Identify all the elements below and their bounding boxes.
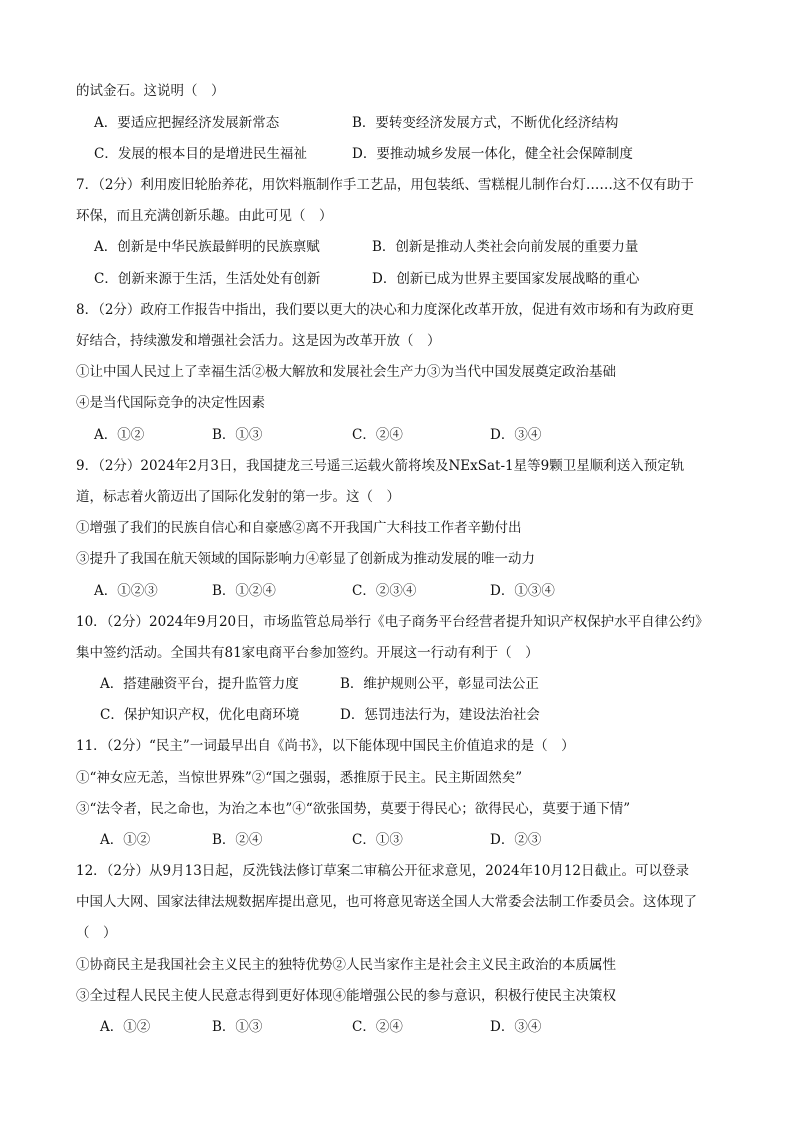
q6-option-c[interactable]: C．发展的根本目的是增进民生福祉	[94, 146, 307, 162]
q7-option-b[interactable]: B．创新是推动人类社会向前发展的重要力量	[372, 239, 639, 255]
q8-option-c[interactable]: C．②④	[352, 427, 403, 443]
q8-option-b[interactable]: B．①③	[212, 427, 263, 443]
q8-stem-line2: 好结合，持续激发和增强社会活力。这是因为改革开放（ ）	[76, 333, 441, 349]
q12-option-b[interactable]: B．①③	[212, 1019, 263, 1035]
q10-option-a[interactable]: A．搭建融资平台，提升监管力度	[100, 676, 299, 692]
q6-option-a[interactable]: A．要适应把握经济发展新常态	[94, 115, 280, 131]
q8-option-a[interactable]: A．①②	[94, 427, 145, 443]
q10-option-d[interactable]: D．惩罚违法行为，建设法治社会	[340, 707, 540, 723]
q10-stem-line2: 集中签约活动。全国共有81家电商平台参加签约。开展这一行动有利于（ ）	[76, 645, 539, 661]
q12-stem-line1: 12．（2分）从9月13日起，反洗钱法修订草案二审稿公开征求意见，2024年10月12日截止。可以登录	[76, 863, 689, 879]
q12-stem-line3: （ ）	[76, 925, 117, 941]
q8-statements-line2: ④是当代国际竞争的决定性因素	[76, 395, 265, 411]
q10-stem-line1: 10．（2分）2024年9月20日，市场监管总局举行《电子商务平台经营者提升知识产权保护水平自律公约》	[76, 614, 709, 630]
q9-option-c[interactable]: C．②③④	[352, 583, 417, 599]
q8-option-d[interactable]: D．③④	[490, 427, 542, 443]
q9-statements-line1: ①增强了我们的民族自信心和自豪感②离不开我国广大科技工作者辛勤付出	[76, 520, 522, 536]
q9-option-d[interactable]: D．①③④	[490, 583, 555, 599]
q11-option-d[interactable]: D．②③	[490, 832, 542, 848]
q7-option-a[interactable]: A．创新是中华民族最鲜明的民族禀赋	[94, 239, 320, 255]
q12-option-d[interactable]: D．③④	[490, 1019, 542, 1035]
q11-stem-line1: 11．（2分）“民主”一词最早出自《尚书》，以下能体现中国民主价值追求的是（ ）	[76, 738, 575, 754]
q7-option-c[interactable]: C．创新来源于生活，生活处处有创新	[94, 271, 321, 287]
q11-option-a[interactable]: A．①②	[100, 832, 151, 848]
q9-statements-line2: ③提升了我国在航天领域的国际影响力④彰显了创新成为推动发展的唯一动力	[76, 551, 535, 567]
q11-option-b[interactable]: B．②④	[212, 832, 263, 848]
q8-statements-line1: ①让中国人民过上了幸福生活②极大解放和发展社会生产力③为当代中国发展奠定政治基础	[76, 364, 616, 380]
q10-option-b[interactable]: B．维护规则公平，彰显司法公正	[340, 676, 539, 692]
q9-stem-line1: 9．（2分）2024年2月3日，我国捷龙三号遥三运载火箭将埃及NExSat-1星等9颗卫星顺利送入预定轨	[76, 458, 685, 474]
q12-option-c[interactable]: C．②④	[352, 1019, 403, 1035]
q9-option-a[interactable]: A．①②③	[94, 583, 158, 599]
q7-option-d[interactable]: D．创新已成为世界主要国家发展战略的重心	[372, 271, 640, 287]
q7-stem-line2: 环保，而且充满创新乐趣。由此可见（ ）	[76, 208, 333, 224]
q7-stem-line1: 7．（2分）利用废旧轮胎养花，用饮料瓶制作手工艺品，用包装纸、雪糕棍儿制作台灯……这不仅有助于	[76, 177, 694, 193]
q6-stem-tail: 的试金石。这说明（ ）	[76, 83, 225, 99]
q12-option-a[interactable]: A．①②	[100, 1019, 151, 1035]
q11-statements-line2: ③“法令者，民之命也，为治之本也”④“欲张国势，莫要于得民心；欲得民心，莫要于通下情”	[76, 801, 631, 817]
q9-stem-line2: 道，标志着火箭迈出了国际化发射的第一步。这（ ）	[76, 489, 400, 505]
q6-option-d[interactable]: D．要推动城乡发展一体化，健全社会保障制度	[352, 146, 633, 162]
q11-statements-line1: ①“神女应无恙，当惊世界殊”②“国之强弱，悉推原于民主。民主斯固然矣”	[76, 770, 523, 786]
q12-stem-line2: 中国人大网、国家法律法规数据库提出意见，也可将意见寄送全国人大常委会法制工作委员会。这体现了	[76, 894, 697, 910]
q10-option-c[interactable]: C．保护知识产权，优化电商环境	[100, 707, 300, 723]
q11-option-c[interactable]: C．①③	[352, 832, 403, 848]
q8-stem-line1: 8．（2分）政府工作报告中指出，我们要以更大的决心和力度深化改革开放，促进有效市场和有为政府更	[76, 302, 694, 318]
q9-option-b[interactable]: B．①②④	[212, 583, 276, 599]
q6-option-b[interactable]: B．要转变经济发展方式，不断优化经济结构	[352, 115, 619, 131]
q12-statements-line2: ③全过程人民民主使人民意志得到更好体现④能增强公民的参与意识，积极行使民主决策权	[76, 988, 616, 1004]
q12-statements-line1: ①协商民主是我国社会主义民主的独特优势②人民当家作主是社会主义民主政治的本质属性	[76, 957, 616, 973]
